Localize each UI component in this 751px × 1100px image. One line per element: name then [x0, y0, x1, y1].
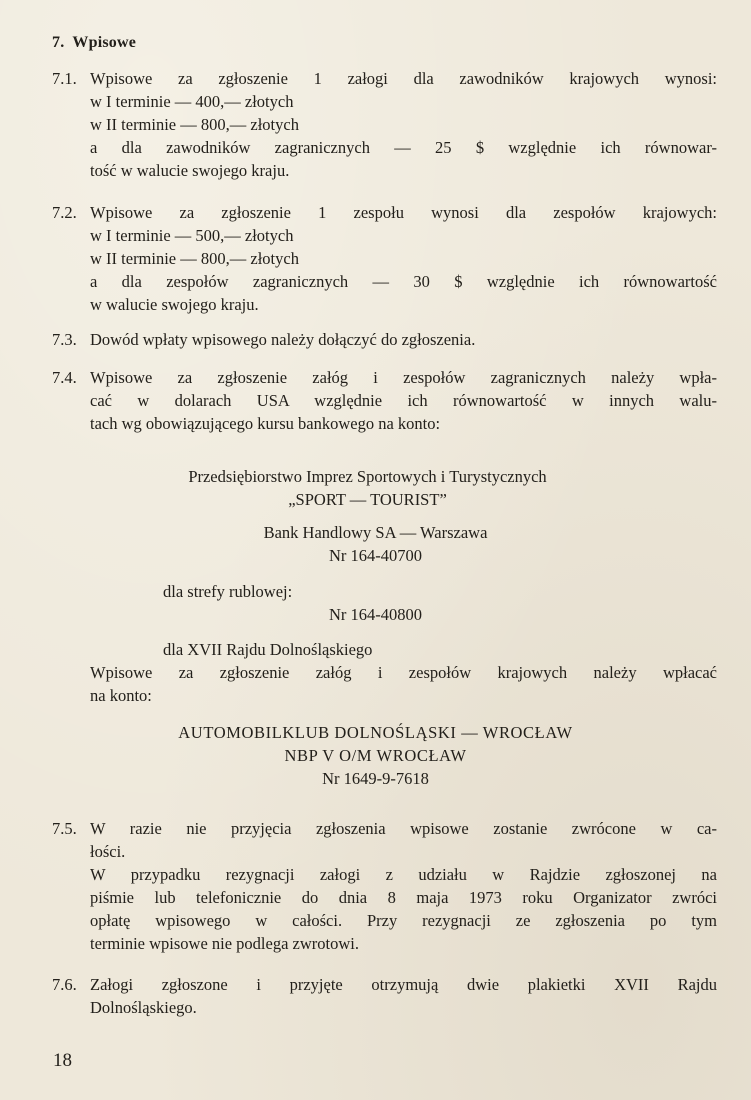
paragraph-7-6	[52, 973, 717, 1019]
text-line: a dla zespołów zagranicznych — 30 $ względnie ich równowartość	[90, 272, 717, 291]
paragraph-7-4	[52, 366, 717, 435]
paragraph-number: 7.5.	[52, 819, 77, 838]
bank-name: Bank Handlowy SA — Warszawa	[263, 523, 488, 542]
paragraph-number: 7.4.	[52, 368, 77, 387]
company-name: Przedsiębiorstwo Imprez Sportowych i Turystycznych	[188, 467, 547, 486]
text-line: Wpisowe za zgłoszenie załóg i zespołów krajowych należy wpłacać	[90, 663, 717, 682]
text-line: piśmie lub telefonicznie do dnia 8 maja 1973 roku Organizator zwróci	[90, 888, 717, 907]
text-line: Wpisowe za zgłoszenie 1 zespołu wynosi dla zespołów krajowych:	[90, 203, 717, 222]
domestic-payment	[90, 661, 717, 707]
paragraph-number: 7.3.	[52, 330, 77, 349]
company-brand: „SPORT — TOURIST”	[288, 490, 447, 509]
text-line: W razie nie przyjęcia zgłoszenia wpisowe zostanie zwrócone w ca-	[90, 819, 717, 838]
text-line: terminie wpisowe nie podlega zwrotowi.	[90, 934, 359, 953]
section-title: Wpisowe	[72, 34, 137, 51]
paragraph-number: 7.1.	[52, 69, 77, 88]
text-line: łości.	[90, 842, 126, 861]
ruble-zone-label: dla strefy rublowej:	[163, 582, 293, 601]
text-line: w walucie swojego kraju.	[90, 295, 259, 314]
account-number: Nr 1649-9-7618	[322, 769, 429, 788]
account-number: Nr 164-40800	[328, 605, 423, 624]
text-line: cać w dolarach USA względnie ich równowartość w innych walu-	[90, 391, 717, 410]
text-line: w II terminie — 800,— złotych	[90, 249, 299, 268]
paragraph-7-2	[52, 201, 717, 316]
page-number: 18	[53, 1050, 72, 1071]
text-line: a dla zawodników zagranicznych — 25 $ względnie ich równowar-	[90, 138, 717, 157]
text-line: tach wg obowiązującego kursu bankowego na konto:	[90, 414, 441, 433]
rally-label: dla XVII Rajdu Dolnośląskiego	[163, 640, 373, 659]
section-number: 7.	[52, 34, 65, 51]
text-line: Wpisowe za zgłoszenie 1 załogi dla zawodników krajowych wynosi:	[90, 69, 717, 88]
text-line: Załogi zgłoszone i przyjęte otrzymują dwie plakietki XVII Rajdu	[90, 975, 717, 994]
ruble-account	[0, 603, 751, 626]
text-line: opłatę wpisowego w całości. Przy rezygnacji ze zgłoszenia po tym	[90, 911, 717, 930]
section-heading	[52, 34, 136, 52]
paragraph-7-3	[52, 328, 717, 351]
paragraph-7-1	[52, 67, 717, 182]
club-account-block	[0, 721, 751, 767]
club-bank: NBP V O/M WROCŁAW	[284, 746, 467, 765]
text-line: na konto:	[90, 686, 152, 705]
paragraph-number: 7.6.	[52, 975, 77, 994]
text-line: w I terminie — 500,— złotych	[90, 226, 294, 245]
club-name: AUTOMOBILKLUB DOLNOŚLĄSKI — WROCŁAW	[178, 723, 573, 742]
text-line: W przypadku rezygnacji załogi z udziału w Rajdzie zgłoszonej na	[90, 865, 717, 884]
text-line: Dolnośląskiego.	[90, 998, 197, 1017]
paragraph-7-5	[52, 817, 717, 955]
account-number: Nr 164-40700	[328, 546, 423, 565]
text-line: w I terminie — 400,— złotych	[90, 92, 294, 111]
text-line: Dowód wpłaty wpisowego należy dołączyć do zgłoszenia.	[90, 330, 476, 349]
bank-account-block	[0, 521, 751, 567]
paragraph-number: 7.2.	[52, 203, 77, 222]
club-account	[0, 767, 751, 790]
text-line: tość w walucie swojego kraju.	[90, 161, 290, 180]
text-line: Wpisowe za zgłoszenie załóg i zespołów zagranicznych należy wpła-	[90, 368, 717, 387]
text-line: w II terminie — 800,— złotych	[90, 115, 299, 134]
bank-details	[0, 465, 751, 511]
